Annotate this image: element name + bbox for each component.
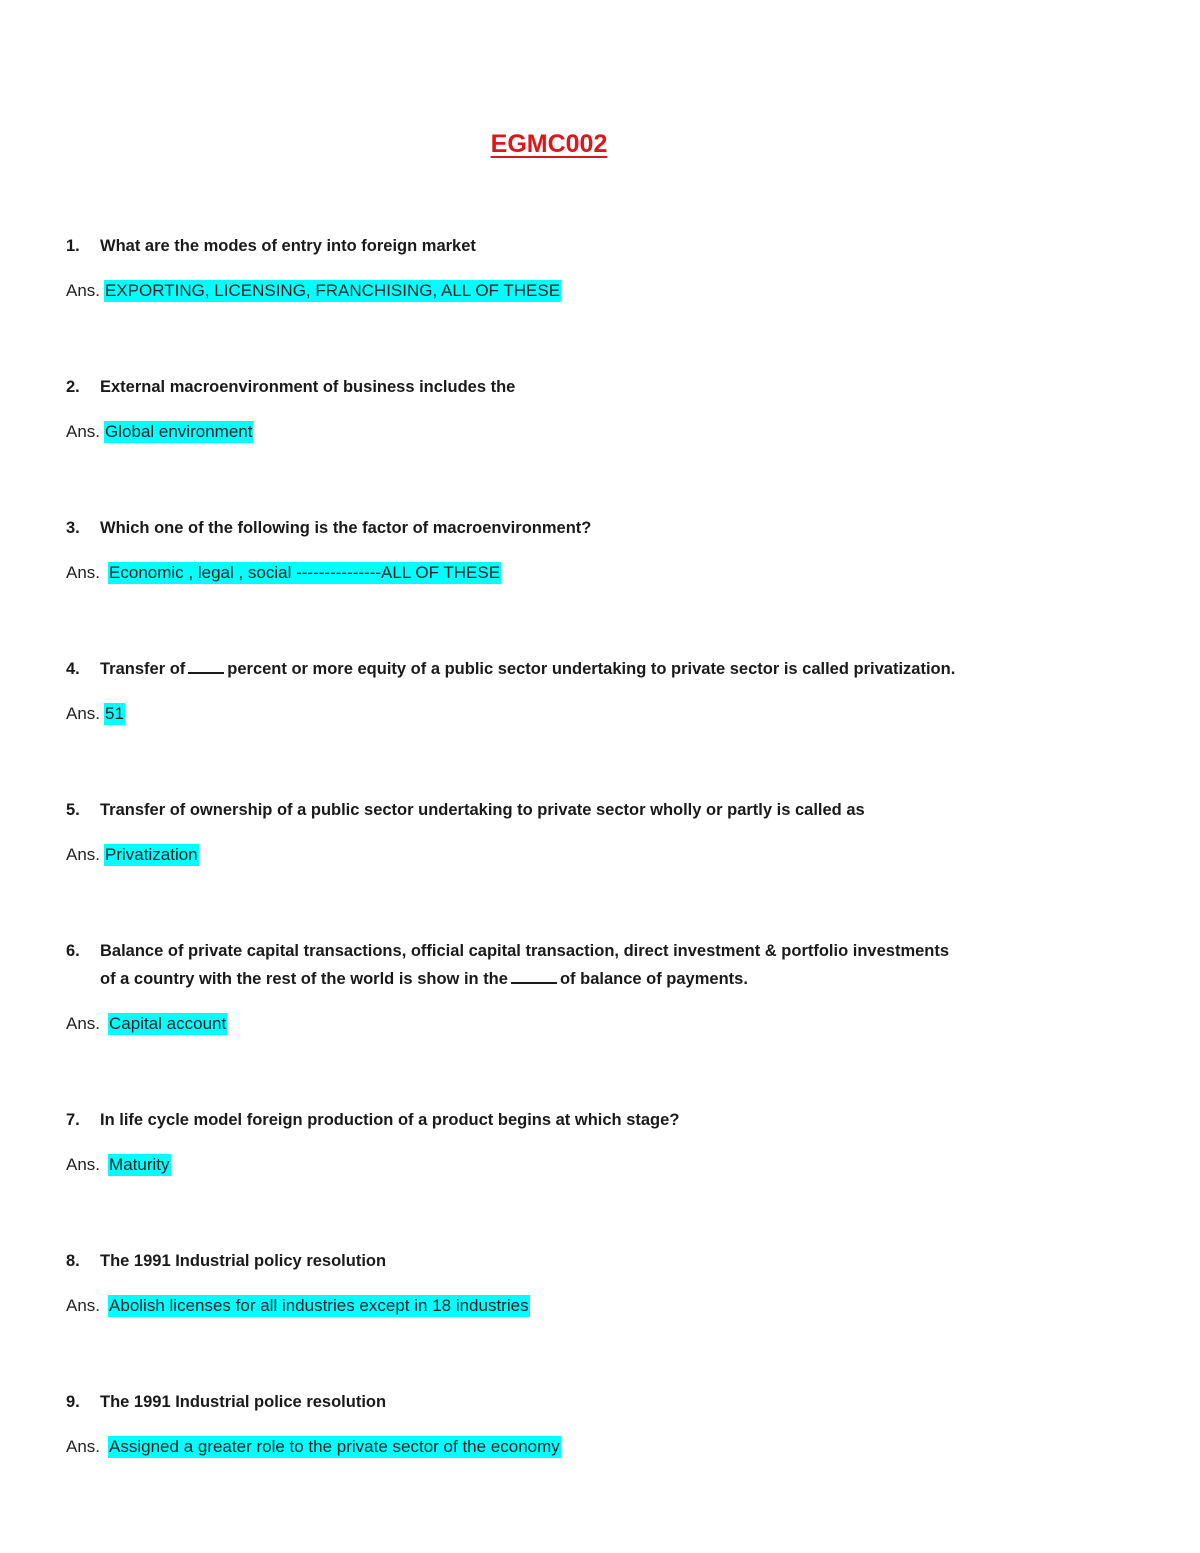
question-text-before-blank: Transfer of <box>100 660 186 678</box>
question-text: Transfer of ownership of a public sector undertaking to private sector wholly or partly is called as <box>100 801 865 819</box>
question-number: 7. <box>66 1111 80 1129</box>
question-block-9 <box>66 1388 1076 1459</box>
question-text-line-1: Balance of private capital transactions, official capital transaction, direct investment & portfolio investments <box>100 942 950 960</box>
question-text <box>100 937 1076 993</box>
answer-label: Ans. <box>66 704 101 723</box>
answer <box>66 1435 1076 1459</box>
question <box>66 796 1076 824</box>
answer-highlight: Assigned a greater role to the private sector of the economy <box>109 1437 560 1456</box>
question <box>66 514 1076 542</box>
question <box>66 655 1076 683</box>
answer-label: Ans. <box>66 1437 101 1456</box>
question <box>66 1388 1076 1416</box>
question-number: 1. <box>66 237 80 255</box>
question <box>66 937 1076 993</box>
question-number: 2. <box>66 378 80 396</box>
answer <box>66 1294 1076 1318</box>
answer-label: Ans. <box>66 1296 101 1315</box>
question-block-7 <box>66 1106 1076 1177</box>
question-number: 8. <box>66 1252 80 1270</box>
question <box>66 232 1076 260</box>
answer-label: Ans. <box>66 281 101 300</box>
answer-label: Ans. <box>66 1014 101 1033</box>
question-text-before-blank: of a country with the rest of the world is show in the <box>100 970 508 988</box>
answer-highlight: Global environment <box>105 422 253 441</box>
answer-highlight: 51 <box>105 704 124 723</box>
answer-highlight: EXPORTING, LICENSING, FRANCHISING, ALL OF THESE <box>105 281 561 300</box>
answer-highlight: Capital account <box>109 1014 227 1033</box>
question-block-8 <box>66 1247 1076 1318</box>
answer <box>66 843 1076 867</box>
question-number: 5. <box>66 801 80 819</box>
question-text: In life cycle model foreign production of a product begins at which stage? <box>100 1111 680 1129</box>
answer <box>66 1012 1076 1036</box>
question-text-after-blank: percent or more equity of a public sector undertaking to private sector is called privatization. <box>227 660 956 678</box>
question-text: The 1991 Industrial police resolution <box>100 1393 387 1411</box>
question-block-6 <box>66 937 1076 1036</box>
question-number: 4. <box>66 660 80 678</box>
document-title: EGMC002 <box>490 130 608 158</box>
answer-label: Ans. <box>66 845 101 864</box>
question-number: 9. <box>66 1393 80 1411</box>
question <box>66 373 1076 401</box>
question-text-after-blank: of balance of payments. <box>559 970 748 988</box>
answer-label: Ans. <box>66 1155 101 1174</box>
answer <box>66 1153 1076 1177</box>
answer-label: Ans. <box>66 563 101 582</box>
question-text: The 1991 Industrial policy resolution <box>100 1252 387 1270</box>
question-text: External macroenvironment of business includes the <box>100 378 516 396</box>
fill-in-blank <box>511 968 557 984</box>
answer-label: Ans. <box>66 422 101 441</box>
question-text: Which one of the following is the factor of macroenvironment? <box>100 519 592 537</box>
answer <box>66 420 1076 444</box>
question-number: 3. <box>66 519 80 537</box>
question <box>66 1247 1076 1275</box>
question-block-4 <box>66 655 1076 726</box>
question-text: What are the modes of entry into foreign market <box>100 237 476 255</box>
question-block-2 <box>66 373 1076 444</box>
answer-highlight: Maturity <box>109 1155 170 1174</box>
question-text <box>100 655 1076 683</box>
question <box>66 1106 1076 1134</box>
answer-highlight: Privatization <box>105 845 198 864</box>
answer <box>66 702 1076 726</box>
answer-highlight: Abolish licenses for all industries except in 18 industries <box>109 1296 529 1315</box>
fill-in-blank <box>188 658 224 674</box>
question-block-3 <box>66 514 1076 585</box>
answer <box>66 279 1076 303</box>
question-block-1 <box>66 232 1076 303</box>
answer-highlight: Economic , legal , social ---------------ALL OF THESE <box>109 563 501 582</box>
question-block-5 <box>66 796 1076 867</box>
answer <box>66 561 1076 585</box>
question-number: 6. <box>66 942 80 960</box>
